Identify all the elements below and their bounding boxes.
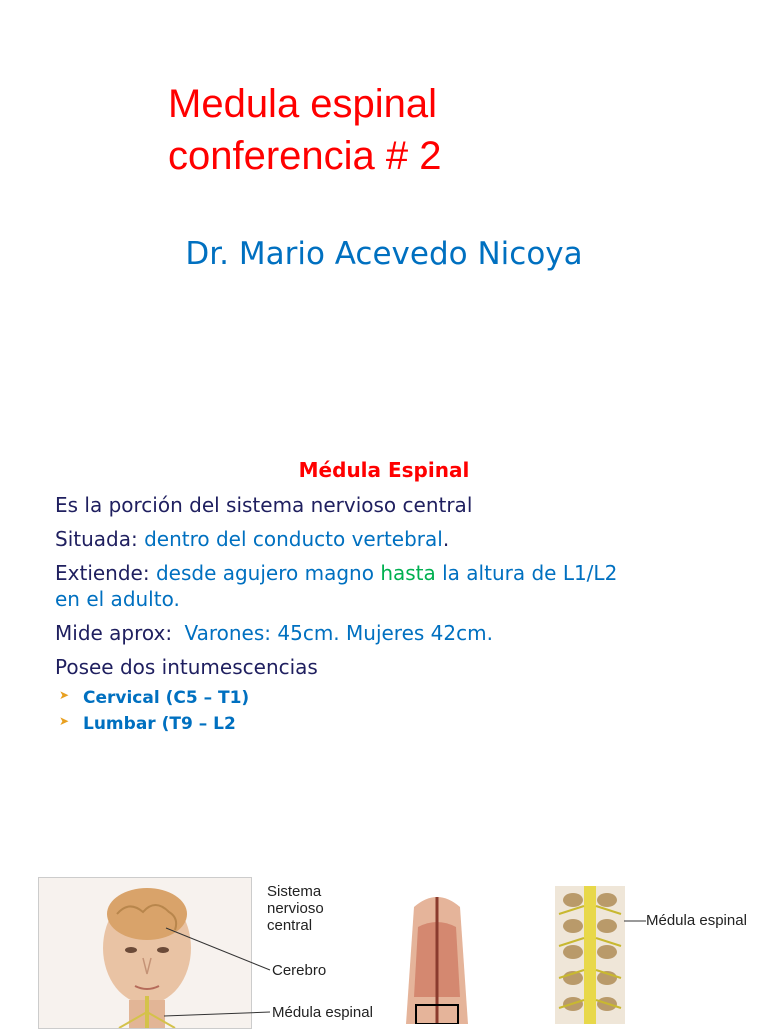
extiende-part-4: en el adulto. (55, 587, 180, 611)
bullet-mide (55, 620, 755, 646)
label-sistema-line-2: nervioso (267, 900, 324, 917)
situada-label: Situada: (55, 527, 138, 551)
bullet-list (55, 492, 755, 740)
mide-label: Mide aprox: (55, 621, 173, 645)
bullet-intumescencias: Posee dos intumescencias (55, 655, 318, 679)
title-slide (0, 0, 768, 430)
extiende-part-1: desde agujero magno (155, 561, 374, 585)
spinal-cord-illustration (555, 886, 625, 1024)
sub-bullet-lumbar (59, 714, 755, 734)
arrow-bullet-icon: ➤ (59, 714, 70, 728)
bullet-situada (55, 526, 755, 552)
extiende-part-3: la altura de L1/L2 (442, 561, 618, 585)
label-cerebro: Cerebro (272, 962, 327, 979)
situada-end: . (442, 527, 450, 551)
extiende-part-2: hasta (380, 561, 436, 585)
content-title: Médula Espinal (298, 458, 470, 482)
situada-value: dentro del conducto vertebral (144, 527, 443, 551)
lumbar-text: Lumbar (T9 – L2 (83, 714, 236, 734)
label-leader-line-right (624, 916, 646, 926)
label-sistema-line-1: Sistema (267, 883, 322, 900)
back-illustration (402, 887, 472, 1024)
slide-title (168, 78, 442, 182)
author-name: Dr. Mario Acevedo Nicoya (185, 236, 583, 272)
cervical-text: Cervical (C5 – T1) (83, 688, 250, 708)
bullet-extiende (55, 560, 755, 612)
title-line-2: conferencia # 2 (168, 134, 442, 178)
label-sistema (267, 883, 324, 934)
label-medula-right: Médula espinal (646, 912, 747, 929)
bullet-definition: Es la porción del sistema nervioso central (55, 493, 473, 517)
extiende-label: Extiende: (55, 561, 150, 585)
label-sistema-line-3: central (267, 917, 313, 934)
arrow-bullet-icon: ➤ (59, 688, 70, 702)
label-medula-left: Médula espinal (272, 1004, 373, 1021)
sub-bullet-cervical (59, 688, 755, 708)
content-slide (0, 440, 768, 1024)
title-line-1: Medula espinal (168, 82, 438, 126)
mide-value: Varones: 45cm. Mujeres 42cm. (184, 621, 493, 645)
